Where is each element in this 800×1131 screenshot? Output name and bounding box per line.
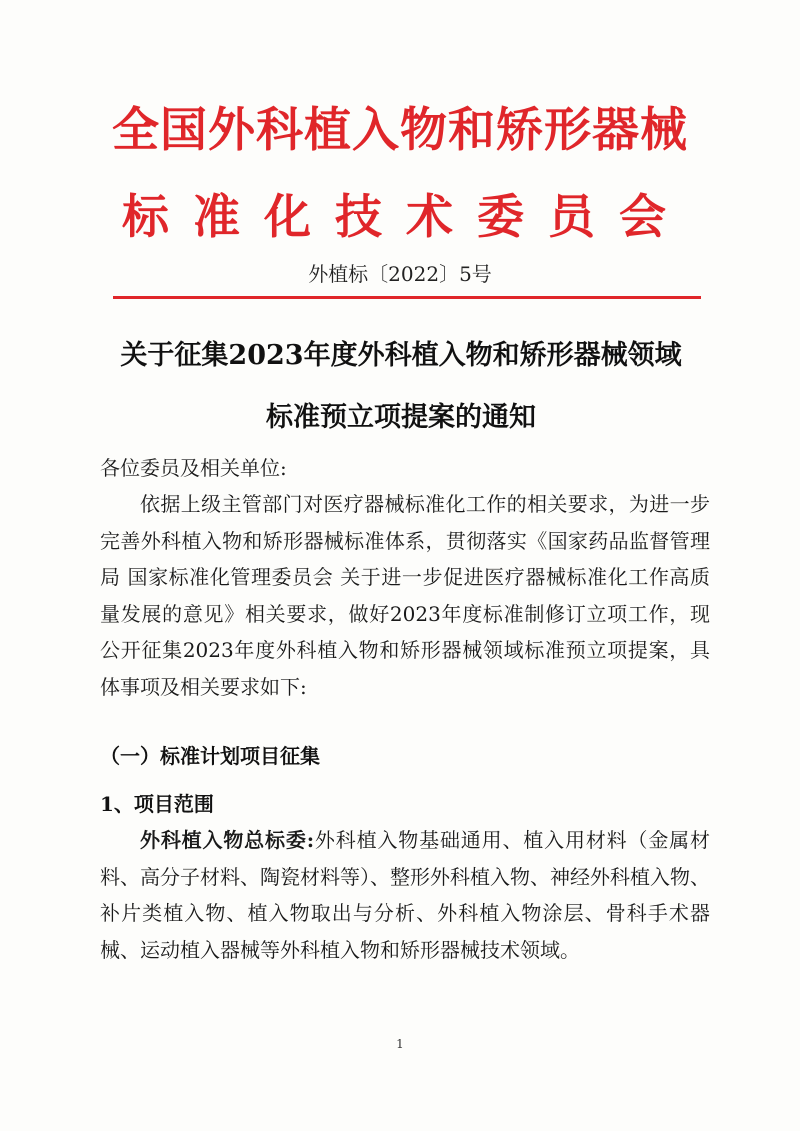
org-name-line-1: 全国外科植入物和矫形器械 [112,103,688,158]
paragraph-2-text: 外科植入物基础通用、植入用材料（金属材料、高分子材料、陶瓷材料等）、整形外科植入物、神经外科植入物、补片类植入物、植入物取出与分析、外科植入物涂层、骨科手术器械、运动植入器械等外科植入物和矫形器械技术领域。 [100,828,711,962]
paragraph-2-lead: 外科植入物总标委: [140,828,315,852]
org-name-line-2: 标准化技术委员会 [122,190,690,245]
notice-title-line-1: 关于征集2023年度外科植入物和矫形器械领域 [120,340,682,371]
red-divider-line [113,296,701,299]
document-number: 外植标〔2022〕5号 [308,262,492,286]
salutation: 各位委员及相关单位: [100,456,287,480]
subsection-heading-1: 1、项目范围 [100,792,214,816]
section-heading-1: （一）标准计划项目征集 [100,744,320,768]
body-paragraph-2 [100,822,710,968]
page-number: 1 [396,1037,404,1051]
notice-title-line-2: 标准预立项提案的通知 [266,402,536,433]
body-paragraph-1: 依据上级主管部门对医疗器械标准化工作的相关要求，为进一步完善外科植入物和矫形器械标准体系，贯彻落实《国家药品监督管理局 国家标准化管理委员会 关于进一步促进医疗器械标准化工作高质量发展的意见》相关要求，做好2023年度标准制修订立项工作，现公开征集2023年度外科植入物和矫形器械领域标准预立项提案，具体事项及相关要求如下: [100,492,710,699]
